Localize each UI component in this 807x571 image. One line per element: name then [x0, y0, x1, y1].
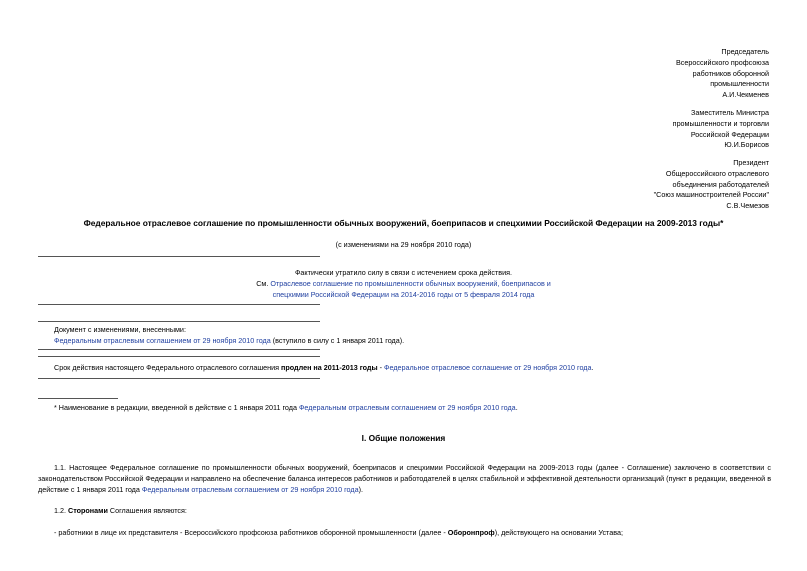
- signatory-line: Общероссийского отраслевого: [665, 168, 769, 178]
- divider: [38, 304, 320, 305]
- clause-1-2-bold: Сторонами: [68, 506, 108, 515]
- signatory-line: Всероссийского профсоюза: [675, 57, 769, 67]
- footnote-link[interactable]: Федеральным отраслевым соглашением от 29 ноября 2010 года: [298, 403, 516, 412]
- footnote-divider: [38, 398, 118, 399]
- term-prefix: Срок действия настоящего Федерального отраслевого соглашения: [54, 363, 280, 372]
- changes-suffix: (вступило в силу с 1 января 2011 года).: [272, 336, 405, 345]
- footnote: [54, 403, 518, 412]
- signatory-line: "Союз машиностроителей России": [653, 190, 769, 200]
- divider: [38, 321, 320, 322]
- signatory-block-3: [654, 158, 769, 212]
- clause-workers: [54, 528, 623, 537]
- term-extension: продлен на 2011-2013 годы: [281, 363, 378, 372]
- changes-label: Документ с изменениями, внесенными:: [54, 325, 186, 334]
- see-reference: [0, 279, 807, 288]
- signatory-name: Ю.И.Борисов: [724, 140, 769, 150]
- clause-1-2: [54, 506, 187, 515]
- term-agreement-link[interactable]: Федеральное отраслевое соглашение от 29 ноября 2010 года: [384, 363, 592, 372]
- signatory-line: объединения работодателей: [672, 179, 769, 189]
- changes-line: [54, 336, 404, 345]
- term-end: .: [591, 363, 594, 372]
- signatory-line: Заместитель Министра: [691, 108, 769, 117]
- signatory-block-1: [676, 47, 769, 101]
- amendment-link[interactable]: Федеральным отраслевым соглашением от 29 ноября 2010 года: [54, 336, 271, 345]
- validity-notice: Фактически утратило силу в связи с истечением срока действия.: [294, 268, 513, 277]
- clause-1-1: [38, 462, 771, 496]
- signatory-line: промышленности: [710, 79, 769, 89]
- clause-1-2-prefix: 1.2.: [54, 506, 66, 515]
- footnote-end: .: [515, 403, 518, 412]
- footnote-prefix: * Наименование в редакции, введенной в действие с 1 января 2011 года: [54, 403, 297, 412]
- replacement-agreement-link[interactable]: Отраслевое соглашение по промышленности обычных вооружений, боеприпасов и: [270, 279, 551, 288]
- clause-workers-prefix: - работники в лице их представителя - Всероссийского профсоюза работников оборонной промышленности (далее -: [54, 528, 446, 537]
- signatory-line: Председатель: [721, 47, 769, 56]
- clause-1-2-suffix: Соглашения являются:: [109, 506, 187, 515]
- clause-1-1-text: 1.1. Настоящее Федеральное соглашение по промышленности обычных вооружений, боеприпасов и спецхимии Российской Федерации на 2009-2013 годы (далее - Соглашение) заключено в соответствии с законодательством Российской Федерации и направлено на обеспечение баланса интересов работников и работодателей в целях стабильной и эффективной деятельности организаций (пункт в редакции, введенной в действие с 1 января 2011 года: [38, 463, 772, 495]
- signatory-block-2: [673, 108, 769, 151]
- signatory-line: промышленности и торговли: [672, 118, 769, 128]
- clause-workers-suffix: ), действующего на основании Устава;: [494, 528, 623, 537]
- signatory-line: работников оборонной: [692, 68, 769, 78]
- divider: [38, 356, 320, 357]
- signatory-line: Российской Федерации: [690, 129, 769, 139]
- signatory-name: С.В.Чемезов: [726, 201, 769, 211]
- clause-1-1-end: ).: [358, 485, 363, 495]
- replacement-agreement-link-cont[interactable]: спецхимии Российской Федерации на 2014-2016 годы от 5 февраля 2014 года: [272, 290, 535, 299]
- document-subtitle: (с изменениями на 29 ноября 2010 года): [335, 240, 472, 249]
- signatory-name: А.И.Чекменев: [722, 90, 769, 100]
- section-heading: I. Общие положения: [361, 433, 446, 443]
- divider: [38, 378, 320, 379]
- clause-1-1-link[interactable]: Федеральным отраслевым соглашением от 29 ноября 2010 года: [141, 485, 359, 495]
- document-title: Федеральное отраслевое соглашение по промышленности обычных вооружений, боеприпасов и спецхимии Российской Федерации на 2009-2013 годы*: [83, 218, 724, 228]
- see-reference-cont: [0, 290, 807, 299]
- clause-workers-bold: Оборонпроф: [447, 528, 495, 537]
- see-prefix: См.: [256, 279, 269, 288]
- divider: [38, 349, 320, 350]
- term-line: [54, 363, 594, 372]
- term-dash: -: [377, 363, 385, 372]
- signatory-line: Президент: [733, 158, 769, 167]
- divider: [38, 256, 320, 257]
